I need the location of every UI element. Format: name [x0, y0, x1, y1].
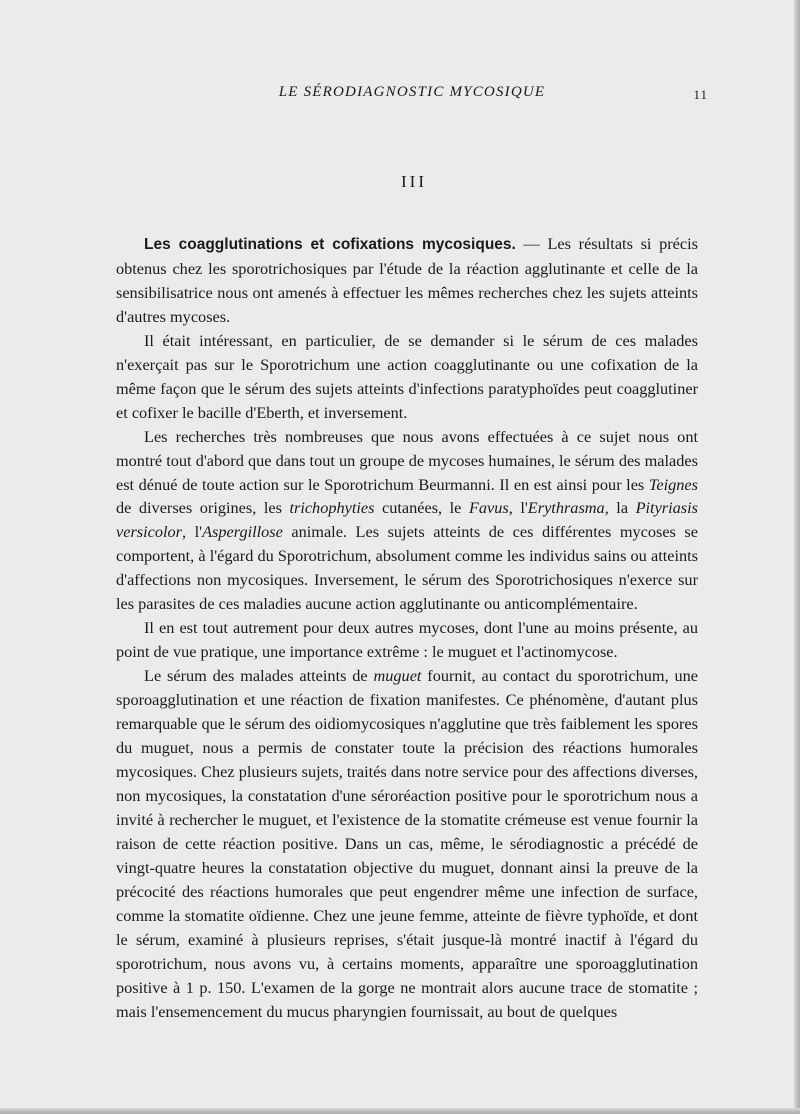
text-run: de diverses origines, les [116, 498, 290, 518]
italic-term: muguet [373, 666, 422, 686]
running-title: LE SÉRODIAGNOSTIC MYCOSIQUE [278, 84, 546, 100]
text-run: animale. Les sujets atteints de ces différentes mycoses se comportent, à l'égard du Sporotrichum, absolument comme les individus sains ou atteints d'affections non mycosiques. Inversement, le sérum des Sporotrichosiques n'exerce sur les parasites de ces maladies aucune action agglutinante ou anticomplémentaire. [116, 522, 698, 614]
paragraph-3 [116, 425, 698, 617]
text-run: cutanées, le [374, 498, 469, 518]
text-run: Le sérum des malades atteints de [144, 666, 374, 686]
paragraph-1 [116, 232, 698, 329]
italic-term: Favus [468, 498, 509, 518]
text-run: , l' [182, 522, 203, 542]
section-numeral: III [401, 172, 427, 191]
italic-term: Erythrasma [527, 498, 605, 518]
running-header [0, 84, 800, 108]
paragraph-1-text: — Les résultats si précis obtenus chez les sporotrichosiques par l'étude de la réaction agglutinante et celle de la sensibilisatrice nous ont amenés à effectuer les mêmes recherches chez les sujets atteints d'autres mycoses. [116, 234, 698, 326]
page-bottom-edge-shadow [0, 1108, 800, 1114]
page-edge-shadow [794, 0, 800, 1114]
text-run: fournit, au contact du sporotrichum, une sporoagglutination et une réaction de fixation manifestes. Ce phénomène, d'autant plus remarquable que le sérum des oidiomycosiques n'agglutine que très faiblement les spores du muguet, nous a permis de constater toute la précision des réactions humorales mycosiques. Chez plusieurs sujets, traités dans notre service pour des affections diverses, non mycosiques, la constatation d'une séroréaction positive pour le sporotrichum nous a invité à rechercher le muguet, et l'existence de la stomatite crémeuse est venue fournir la raison de cette réaction positive. Dans un cas, même, le sérodiagnostic a précédé de vingt-quatre heures la constatation objective du muguet, donnant ainsi la preuve de la précocité des réactions humorales que peut engendrer même une infection de surface, comme la stomatite oïdienne. Chez une jeune femme, atteinte de fièvre typhoïde, et dont le sérum, examiné à plusieurs reprises, s'était jusque-là montré inactif à l'égard du sporotrichum, nous avons vu, à certains moments, apparaître une sporoagglutination positive à 1 p. 150. L'examen de la gorge ne montrait alors aucune trace de stomatite ; mais l'ensemencement du mucus pharyngien fournissait, au bout de quelques [116, 666, 698, 1021]
italic-term: Teignes [648, 474, 698, 494]
paragraph-4: Il en est tout autrement pour deux autres mycoses, dont l'une au moins présente, au point de vue pratique, une importance extrême : le muguet et l'actinomycose. [116, 618, 698, 662]
paragraph-2: Il était intéressant, en particulier, de se demander si le sérum de ces malades n'exerçait pas sur le Sporotrichum une action coagglutinante ou une cofixation de la même façon que le sérum des sujets atteints d'infections paratyphoïdes peut coagglutiner et cofixer le bacille d'Eberth, et inversement. [116, 330, 698, 422]
text-run: , l' [508, 498, 528, 518]
paragraph-5 [116, 664, 698, 1023]
body-text [116, 232, 698, 1023]
text-run: , la [604, 498, 636, 518]
italic-term: Aspergillose [202, 522, 283, 542]
italic-term: trichophyties [289, 498, 375, 518]
text-run: Les recherches très nombreuses que nous avons effectuées à ce sujet nous ont montré tout d'abord que dans tout un groupe de mycoses humaines, le sérum des malades est dénué de toute action sur le Sporotrichum Beurmanni. Il en est ainsi pour les [116, 426, 698, 494]
italic-term: Pityriasis versicolor [116, 498, 698, 542]
page-number: 11 [693, 87, 708, 102]
paragraph-heading: Les coagglutinations et cofixations mycosiques. [144, 236, 516, 253]
